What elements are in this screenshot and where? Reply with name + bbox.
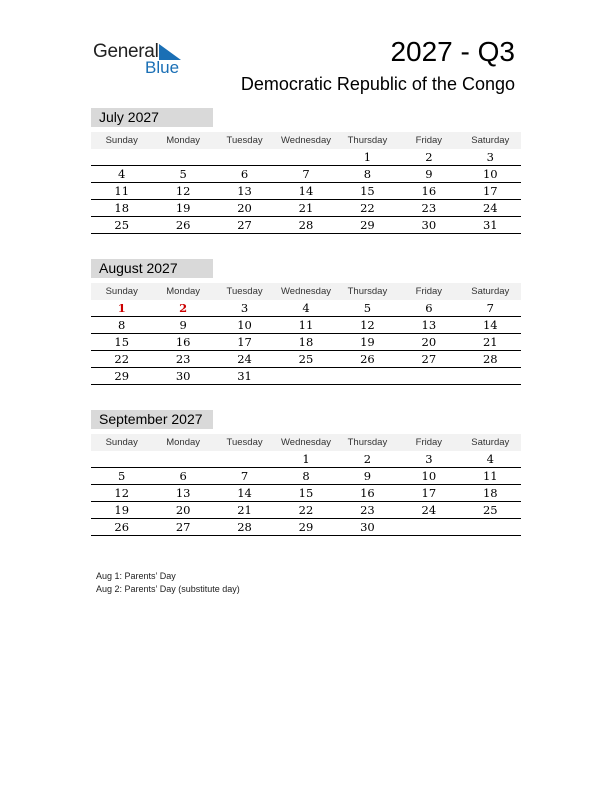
week-row <box>91 183 521 200</box>
day-cell: 4 <box>302 301 310 315</box>
weekday-label: Friday <box>415 135 443 146</box>
day-cell: 24 <box>237 352 252 366</box>
day-cell: 28 <box>482 352 498 366</box>
day-cell: 24 <box>421 503 437 517</box>
page-title: 2027 - Q3 <box>390 36 515 67</box>
empty-day-cell <box>91 451 152 467</box>
weekday-label: Saturday <box>471 437 510 448</box>
day-cell: 3 <box>240 301 249 315</box>
week-row <box>91 468 521 485</box>
day-cell: 14 <box>237 486 252 500</box>
day-cell: 22 <box>114 352 130 366</box>
day-cell: 5 <box>363 301 372 315</box>
weekday-label: Wednesday <box>280 437 331 448</box>
holiday-notes <box>96 570 240 596</box>
day-cell: 27 <box>237 218 252 232</box>
week-row <box>91 351 521 368</box>
day-cell: 8 <box>363 167 372 181</box>
weekday-label: Thursday <box>347 135 388 146</box>
weekday-label: Saturday <box>471 286 510 297</box>
day-cell: 15 <box>298 486 314 500</box>
day-cell: 30 <box>360 520 375 534</box>
empty-day-cell <box>460 519 521 535</box>
weekday-label: Sunday <box>105 135 138 146</box>
day-cell: 18 <box>482 486 498 500</box>
day-cell: 29 <box>298 520 314 534</box>
empty-day-cell <box>214 451 275 467</box>
day-cell: 2 <box>179 301 188 315</box>
day-cell: 21 <box>482 335 498 349</box>
empty-day-cell <box>214 149 275 165</box>
day-cell: 27 <box>421 352 437 366</box>
day-cell: 8 <box>302 469 310 483</box>
day-cell: 6 <box>425 301 433 315</box>
day-cell: 29 <box>360 218 375 232</box>
week-row <box>91 300 521 317</box>
day-cell: 17 <box>421 486 437 500</box>
day-cell: 8 <box>118 318 126 332</box>
empty-day-cell <box>460 368 521 384</box>
day-cell: 28 <box>237 520 252 534</box>
day-cell: 1 <box>117 301 126 315</box>
day-cell: 16 <box>421 184 437 198</box>
day-cell: 10 <box>482 167 498 181</box>
week-row <box>91 502 521 519</box>
day-cell: 1 <box>302 452 310 466</box>
week-row <box>91 334 521 351</box>
empty-day-cell <box>152 149 213 165</box>
day-cell: 17 <box>482 184 498 198</box>
week-row <box>91 166 521 183</box>
day-cell: 3 <box>425 452 433 466</box>
day-cell: 12 <box>175 184 191 198</box>
day-cell: 23 <box>421 201 437 215</box>
weekday-label: Friday <box>415 437 443 448</box>
day-cell: 13 <box>237 184 252 198</box>
day-cell: 27 <box>175 520 191 534</box>
country-subtitle: Democratic Republic of the Congo <box>240 74 515 94</box>
day-cell: 25 <box>482 503 498 517</box>
day-cell: 11 <box>482 469 498 483</box>
day-cell: 16 <box>360 486 375 500</box>
day-cell: 2 <box>425 150 433 164</box>
empty-day-cell <box>152 451 213 467</box>
holiday-note: Aug 1: Parents’ Day <box>96 571 176 581</box>
empty-day-cell <box>337 368 398 384</box>
day-cell: 17 <box>237 335 252 349</box>
day-cell: 18 <box>114 201 130 215</box>
day-cell: 11 <box>114 184 130 198</box>
weekday-label: Friday <box>415 286 443 297</box>
day-cell: 5 <box>118 469 126 483</box>
weekday-label: Wednesday <box>280 135 331 146</box>
logo-general-text: General <box>93 41 159 62</box>
week-row <box>91 451 521 468</box>
logo-blue-text: Blue <box>145 58 180 77</box>
week-row <box>91 317 521 334</box>
weekday-label: Monday <box>166 286 201 297</box>
week-row <box>91 368 521 385</box>
weekday-label: Tuesday <box>226 286 263 297</box>
weekday-header <box>91 283 521 300</box>
day-cell: 26 <box>114 520 130 534</box>
weekday-label: Thursday <box>347 437 388 448</box>
day-cell: 30 <box>175 369 191 383</box>
week-row <box>91 519 521 536</box>
empty-day-cell <box>275 368 336 384</box>
day-cell: 26 <box>360 352 375 366</box>
month-calendar <box>91 108 521 234</box>
day-cell: 2 <box>363 452 372 466</box>
empty-day-cell <box>398 519 459 535</box>
weekday-label: Sunday <box>105 437 138 448</box>
day-cell: 25 <box>114 218 130 232</box>
day-cell: 4 <box>118 167 126 181</box>
weekday-label: Monday <box>166 135 201 146</box>
month-title: July 2027 <box>91 108 213 127</box>
week-row <box>91 217 521 234</box>
week-row <box>91 485 521 502</box>
day-cell: 28 <box>298 218 314 232</box>
day-cell: 20 <box>421 335 437 349</box>
empty-day-cell <box>398 368 459 384</box>
day-cell: 13 <box>175 486 191 500</box>
day-cell: 12 <box>114 486 130 500</box>
day-cell: 20 <box>175 503 191 517</box>
day-cell: 15 <box>114 335 130 349</box>
day-cell: 7 <box>240 469 249 483</box>
day-cell: 19 <box>114 503 130 517</box>
weekday-label: Tuesday <box>226 135 263 146</box>
day-cell: 20 <box>237 201 252 215</box>
weekday-header <box>91 132 521 149</box>
day-cell: 16 <box>175 335 191 349</box>
day-cell: 9 <box>425 167 433 181</box>
weekday-label: Wednesday <box>280 286 331 297</box>
empty-day-cell <box>91 149 152 165</box>
day-cell: 6 <box>179 469 187 483</box>
day-cell: 9 <box>363 469 372 483</box>
weekday-label: Monday <box>166 437 201 448</box>
day-cell: 30 <box>421 218 437 232</box>
day-cell: 26 <box>175 218 191 232</box>
day-cell: 6 <box>240 167 249 181</box>
weekday-label: Thursday <box>347 286 388 297</box>
day-cell: 31 <box>237 369 252 383</box>
day-cell: 9 <box>179 318 187 332</box>
day-cell: 10 <box>421 469 437 483</box>
day-cell: 22 <box>298 503 314 517</box>
weekday-label: Sunday <box>105 286 138 297</box>
day-cell: 18 <box>298 335 314 349</box>
day-cell: 1 <box>363 150 372 164</box>
day-cell: 21 <box>298 201 314 215</box>
weekday-header <box>91 434 521 451</box>
logo <box>93 41 193 77</box>
day-cell: 5 <box>179 167 187 181</box>
day-cell: 24 <box>482 201 498 215</box>
weekday-label: Saturday <box>471 135 510 146</box>
day-cell: 21 <box>237 503 252 517</box>
day-cell: 29 <box>114 369 130 383</box>
day-cell: 12 <box>360 318 375 332</box>
day-cell: 15 <box>360 184 375 198</box>
day-cell: 23 <box>175 352 191 366</box>
month-title: September 2027 <box>91 410 213 429</box>
day-cell: 23 <box>360 503 375 517</box>
day-cell: 19 <box>360 335 375 349</box>
day-cell: 14 <box>482 318 498 332</box>
day-cell: 7 <box>302 167 310 181</box>
month-calendar <box>91 259 521 385</box>
day-cell: 3 <box>486 150 494 164</box>
day-cell: 11 <box>298 318 314 332</box>
holiday-note: Aug 2: Parents’ Day (substitute day) <box>96 584 240 594</box>
month-title: August 2027 <box>91 259 213 278</box>
month-calendar <box>91 410 521 536</box>
day-cell: 22 <box>360 201 375 215</box>
day-cell: 7 <box>486 301 494 315</box>
day-cell: 10 <box>237 318 252 332</box>
day-cell: 14 <box>298 184 314 198</box>
day-cell: 13 <box>421 318 437 332</box>
day-cell: 31 <box>482 218 498 232</box>
week-row <box>91 200 521 217</box>
week-row <box>91 149 521 166</box>
weekday-label: Tuesday <box>226 437 263 448</box>
day-cell: 19 <box>175 201 191 215</box>
day-cell: 25 <box>298 352 314 366</box>
day-cell: 4 <box>486 452 494 466</box>
empty-day-cell <box>275 149 336 165</box>
